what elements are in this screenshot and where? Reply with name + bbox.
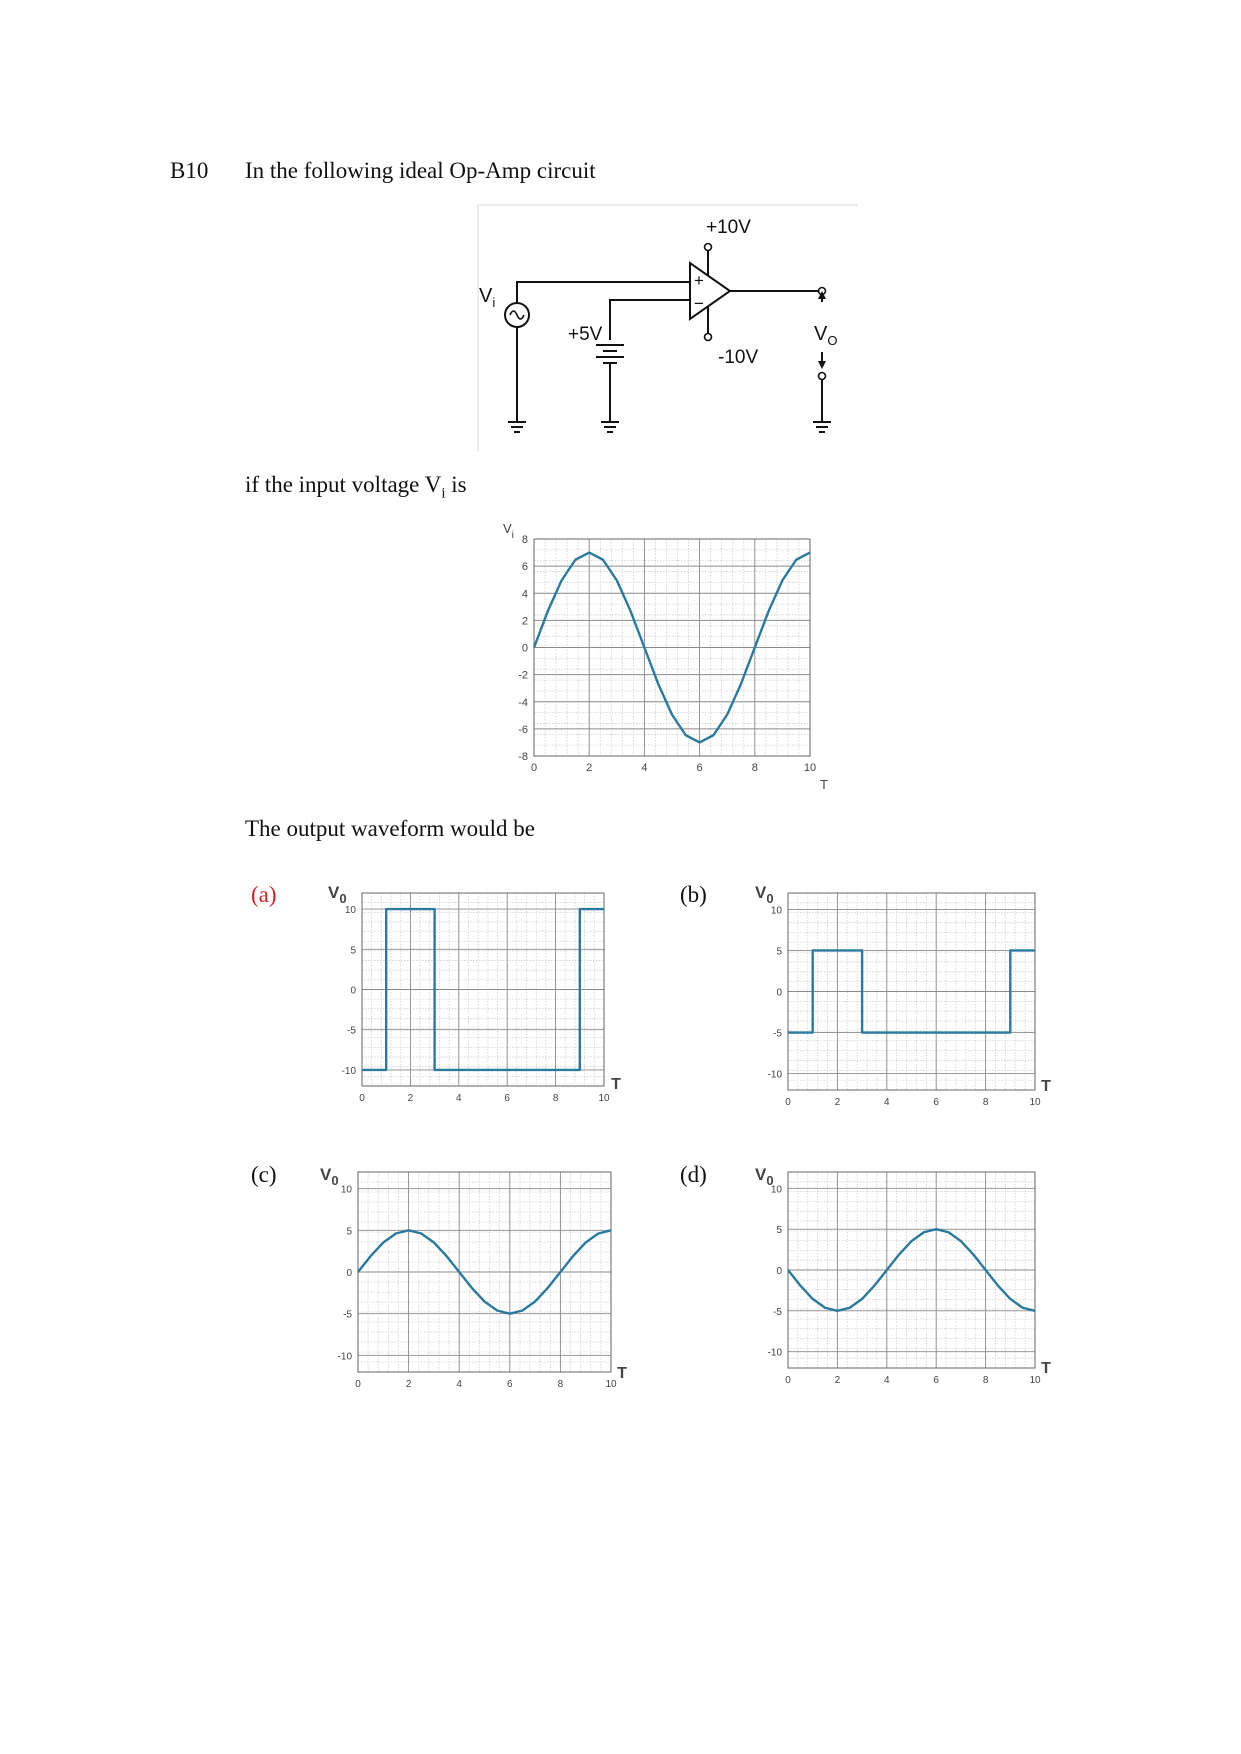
y-tick-label: -5 [347, 1025, 356, 1037]
input-voltage-line: if the input voltage $V_i$ is [245, 472, 467, 502]
opamp-minus-sign: − [694, 294, 704, 313]
x-tick-label: 10 [1029, 1375, 1041, 1386]
x-tick-label: 0 [355, 1379, 361, 1390]
x-tick-label: 2 [405, 1379, 412, 1390]
y-tick-label: -5 [343, 1309, 352, 1321]
x-axis-label: T [1041, 1078, 1051, 1095]
y-tick-label: 0 [521, 642, 528, 655]
y-tick-label: 10 [340, 1184, 352, 1196]
x-tick-label: 4 [456, 1093, 462, 1104]
x-tick-label: 4 [884, 1375, 890, 1386]
x-tick-label: 2 [586, 762, 593, 774]
question-number: B10 [170, 158, 209, 183]
output-waveform-line: The output waveform would be [245, 816, 535, 841]
option-c-chart [320, 1160, 630, 1390]
y-axis-label: $V_0$ [320, 1165, 339, 1188]
y-axis-label: $V_i$ [503, 521, 514, 541]
option-b-label[interactable]: (b) [680, 882, 707, 907]
y-tick-label: 5 [776, 1225, 782, 1237]
option-c-label[interactable]: (c) [251, 1162, 277, 1187]
plus-supply-label: +10V [706, 217, 751, 238]
output-arrow-head-down [818, 361, 826, 369]
y-tick-label: 0 [350, 985, 356, 997]
vplus-terminal [705, 244, 712, 251]
y-tick-label: 10 [770, 905, 782, 917]
x-tick-label: 2 [834, 1097, 841, 1108]
x-tick-label: 8 [982, 1097, 989, 1108]
x-axis-label: T [611, 1076, 621, 1093]
y-tick-label: -10 [337, 1351, 352, 1363]
x-tick-label: 4 [456, 1379, 462, 1390]
y-tick-label: -10 [767, 1069, 782, 1081]
x-axis-label: T [1041, 1360, 1051, 1377]
y-tick-label: 6 [521, 561, 528, 574]
opamp-plus-sign: + [694, 271, 704, 290]
x-tick-label: 10 [803, 762, 817, 774]
ground-icon-battery [601, 422, 619, 432]
y-tick-label: 2 [521, 615, 528, 628]
y-tick-label: -5 [773, 1028, 782, 1040]
y-tick-label: 10 [770, 1184, 782, 1196]
x-tick-label: 10 [1029, 1097, 1041, 1108]
y-axis-label: $V_0$ [328, 883, 347, 906]
vminus-terminal [705, 334, 712, 341]
x-tick-label: 4 [641, 762, 648, 774]
option-a-label[interactable]: (a) [251, 882, 277, 907]
source-label: $V_i$ [479, 285, 496, 310]
x-tick-label: 4 [884, 1097, 890, 1108]
y-tick-label: 4 [521, 588, 528, 601]
y-axis-label: $V_0$ [755, 1165, 774, 1188]
x-axis-label: T [617, 1365, 627, 1382]
y-tick-label: -10 [767, 1347, 782, 1359]
y-tick-label: -8 [518, 751, 528, 763]
x-tick-label: 6 [504, 1093, 510, 1104]
x-tick-label: 6 [507, 1379, 513, 1390]
opamp-circuit-diagram [478, 205, 858, 455]
option-d-label[interactable]: (d) [680, 1162, 707, 1187]
wire-battery-to-minus [610, 300, 690, 340]
x-tick-label: 6 [696, 762, 703, 774]
y-tick-label: 10 [344, 905, 356, 917]
option-b-chart [755, 880, 1060, 1108]
input-waveform-chart [495, 522, 835, 792]
option-d-chart [755, 1160, 1060, 1390]
y-tick-label: 5 [776, 946, 782, 958]
battery-label: +5V [568, 324, 603, 345]
y-tick-label: -6 [518, 723, 528, 736]
option-a-chart [325, 880, 630, 1105]
x-tick-label: 2 [407, 1093, 414, 1104]
x-axis-label: T [820, 777, 828, 792]
y-tick-label: 0 [776, 987, 782, 999]
y-tick-label: 5 [346, 1226, 352, 1238]
output-label: $V_O$ [814, 323, 838, 348]
y-tick-label: 0 [346, 1268, 352, 1279]
y-tick-label: 8 [521, 534, 528, 546]
x-tick-label: 10 [598, 1093, 610, 1104]
x-tick-label: 6 [933, 1097, 939, 1108]
x-tick-label: 6 [933, 1375, 939, 1386]
x-tick-label: 2 [834, 1375, 841, 1386]
y-tick-label: -5 [773, 1306, 782, 1318]
x-tick-label: 8 [751, 762, 758, 774]
y-axis-label: $V_0$ [755, 883, 774, 906]
x-tick-label: 10 [605, 1379, 617, 1390]
ground-icon-source [508, 422, 526, 432]
ac-source-wave [510, 311, 524, 319]
x-tick-label: 0 [785, 1375, 791, 1386]
x-tick-label: 8 [552, 1093, 559, 1104]
y-tick-label: -10 [341, 1065, 356, 1077]
y-tick-label: -2 [518, 669, 528, 682]
x-tick-label: 0 [530, 762, 538, 774]
x-tick-label: 0 [359, 1093, 365, 1104]
x-tick-label: 8 [557, 1379, 564, 1390]
x-tick-label: 8 [982, 1375, 989, 1386]
y-tick-label: 0 [776, 1266, 782, 1277]
y-tick-label: -4 [518, 696, 528, 709]
output-terminal-bottom [819, 373, 826, 380]
x-tick-label: 0 [785, 1097, 791, 1108]
y-tick-label: 5 [350, 945, 356, 957]
minus-supply-label: -10V [718, 347, 759, 368]
ground-icon-output [813, 422, 831, 432]
question-stem: In the following ideal Op-Amp circuit [245, 158, 596, 183]
